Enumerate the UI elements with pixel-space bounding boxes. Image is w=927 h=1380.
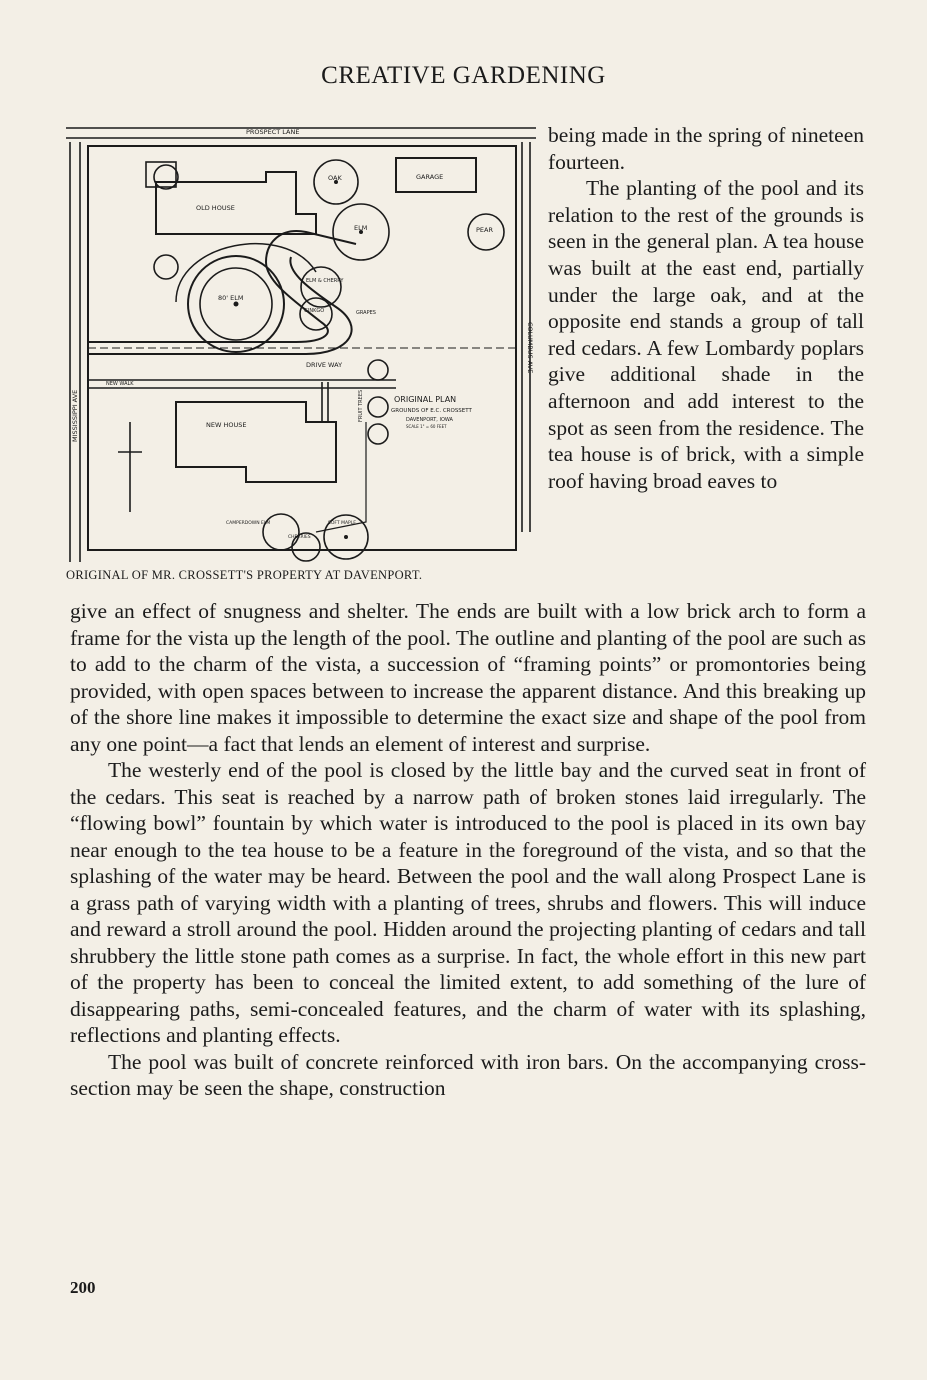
body-text xyxy=(70,598,866,1102)
running-header: CREATIVE GARDENING xyxy=(321,62,606,89)
label-new-walk: NEW WALK xyxy=(106,381,134,387)
label-davenport: DAVENPORT, IOWA xyxy=(406,417,453,423)
page-number: 200 xyxy=(70,1278,96,1297)
label-pear: PEAR xyxy=(476,226,493,234)
label-grapes: GRAPES xyxy=(356,310,376,316)
label-columbus-ave: COLUMBUS AVE xyxy=(526,322,534,374)
body-paragraph-1: give an effect of snugness and shelter. The ends are built with a low brick arch to form a frame for the vista up the length of the pool. The outline and planting of the pool are such as to add to the charm of the vista, a succession of “framing points” or promontories being provided, with open spaces between to increase the apparent distance. And this breaking up of the shore line makes it impossible to determine the exact size and shape of the pool from any one point—a fact that lends an element of interest and surprise. xyxy=(70,599,866,756)
label-old-house: OLD HOUSE xyxy=(196,204,235,212)
right-paragraph-1: being made in the spring of nineteen fourteen. xyxy=(548,123,864,174)
label-fruit-trees: FRUIT TREES xyxy=(358,389,364,422)
figure-caption: ORIGINAL OF MR. CROSSETT'S PROPERTY AT DAVENPORT. xyxy=(66,568,423,582)
label-ginkgo: GINKGO xyxy=(304,308,325,314)
label-prospect-lane: PROSPECT LANE xyxy=(246,128,300,136)
label-garage: GARAGE xyxy=(416,173,444,181)
label-soft-maple: SOFT MAPLE xyxy=(328,521,357,526)
label-mississippi-ave: MISSISSIPPI AVE xyxy=(71,389,79,442)
right-paragraph-2: The planting of the pool and its relation to the rest of the grounds is seen in the general plan. A tea house was built at the east end, partially under the large oak, and at the opposite end stands a group of tall red cedars. A few Lombardy poplars give additional shade in the afternoon and add interest to the spot as seen from the residence. The tea house is of brick, with a simple roof having broad eaves to xyxy=(548,176,864,493)
label-original-plan: ORIGINAL PLAN xyxy=(394,395,457,404)
property-plan-drawing xyxy=(66,122,536,577)
label-new-house: NEW HOUSE xyxy=(206,421,247,429)
label-drive-way: DRIVE WAY xyxy=(306,361,343,369)
body-paragraph-2: The westerly end of the pool is closed by the little bay and the curved seat in front of the cedars. This seat is reached by a narrow path of broken stones laid irregularly. The “flowing bowl” fountain by which water is introduced to the pool is placed in its own bay near enough to the tea house to be a feature in the foreground of the vista, and so that the splashing of the water may be heard. Between the pool and the wall along Prospect Lane is a grass path of varying width with a planting of trees, shrubs and flowers. This will induce and reward a stroll around the pool. Hidden around the projecting planting of cedars and tall shrubbery the little stone path comes as a surprise. In fact, the whole effort in this new part of the property has been to conceal the limited extent, to add something of the lure of disappearing paths, semi-concealed features, and the charm of water with its splashing, reflections and planting effects. xyxy=(70,758,866,1047)
label-80-elm: 80' ELM xyxy=(218,294,244,302)
label-elm: ELM xyxy=(354,224,368,232)
label-elm-cherry: ELM & CHERRY xyxy=(306,278,344,284)
label-cherries: CHERRIES xyxy=(288,535,311,540)
label-scale: SCALE 1" = 60 FEET xyxy=(406,424,447,429)
body-paragraph-3: The pool was built of concrete reinforced with iron bars. On the accompanying cross-section may be seen the shape, construction xyxy=(70,1049,866,1100)
right-column-text xyxy=(548,122,864,494)
label-oak: OAK xyxy=(328,174,342,182)
label-grounds-of: GROUNDS OF E.C. CROSSETT xyxy=(391,408,472,414)
label-camperdown-elm: CAMPERDOWN ELM xyxy=(226,521,271,526)
